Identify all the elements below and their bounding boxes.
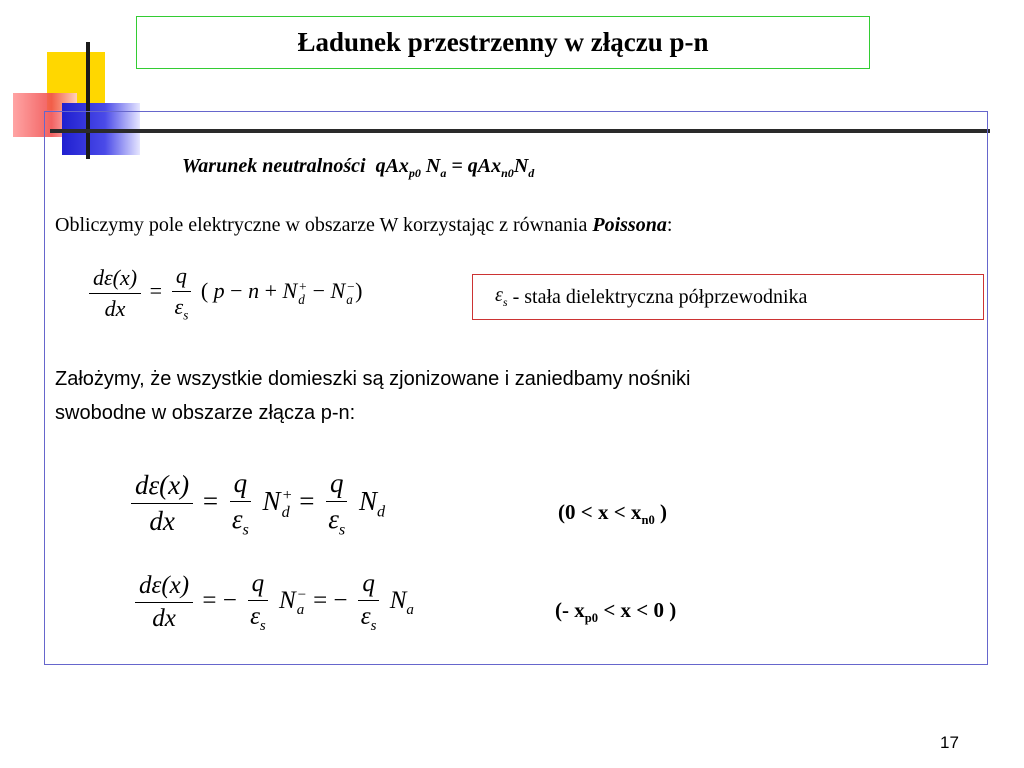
condition-p-range: (- $x_{p0} < x < 0$ )	[555, 598, 677, 626]
neutrality-condition: Warunek neutralności qAx$_{p0}$ $N_a = qAx_{n0}N_d$	[182, 155, 535, 180]
title-box	[136, 16, 870, 69]
epsilon-description: - stała dielektryczna półprzewodnika	[512, 285, 808, 308]
epsilon-symbol: $\varepsilon_s$	[495, 284, 508, 309]
equation-n-side: $\frac{d\varepsilon(x)}{dx}$ = $\frac{q}{\varepsilon_s}$ N + d = $\frac{q}{\varepsilon_s}$ $N_d$	[128, 468, 385, 539]
assumption-text: Założymy, że wszystkie domieszki są zjonizowane i zaniedbamy nośniki swobodne w obszarze złącza p-n:	[55, 368, 691, 424]
poisson-equation: $\frac{d\varepsilon(x)}{dx}$ = $\frac{q}{\varepsilon_s}$ ( p − n + N + d − N − a )	[86, 263, 362, 323]
equation-p-side: $\frac{d\varepsilon(x)}{dx}$ = − $\frac{q}{\varepsilon_s}$ N − a = − $\frac{q}{\varepsilon_s}$ $N_a$	[132, 570, 414, 635]
page-number: 17	[940, 733, 959, 752]
condition-n-range: ($0 < x < x_{n0}$ )	[558, 500, 667, 528]
poisson-emphasis: Poissona	[592, 214, 667, 236]
neutrality-label: Warunek neutralności	[182, 155, 366, 177]
epsilon-definition-box	[472, 274, 984, 320]
poisson-sentence: Obliczymy pole elektryczne w obszarze W korzystając z równania Poissona:	[55, 214, 673, 236]
slide-title: Ładunek przestrzenny w złączu p-n	[297, 27, 709, 57]
